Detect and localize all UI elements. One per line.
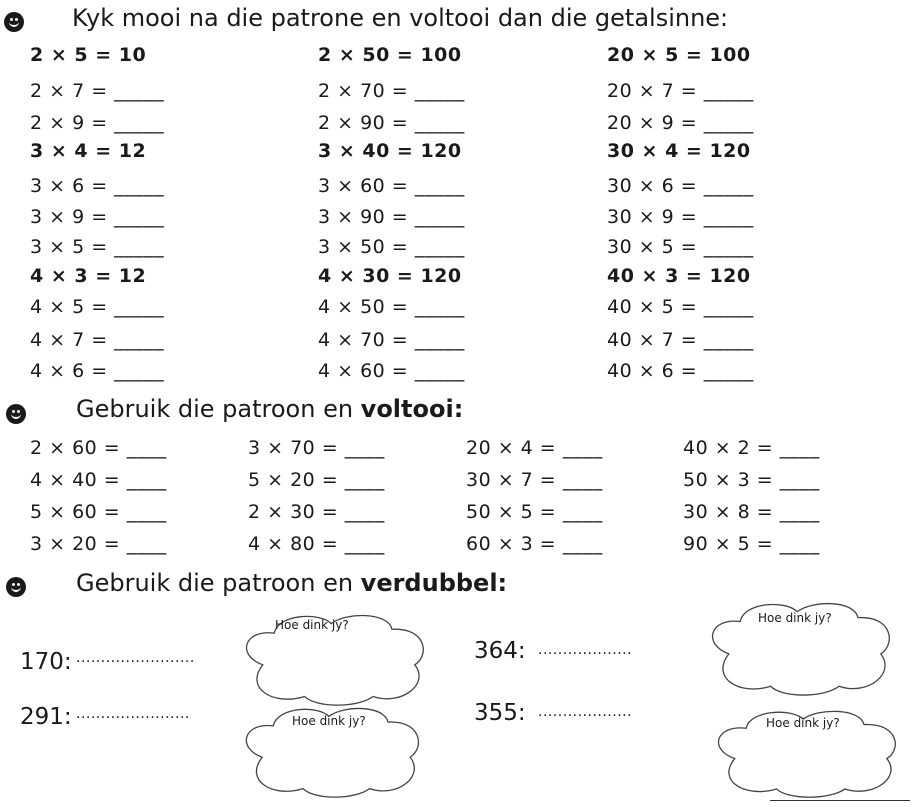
- pattern-equation[interactable]: 2 × 70 = _____: [318, 80, 465, 102]
- practice-equation[interactable]: 5 × 20 = ____: [248, 469, 385, 491]
- pattern-equation: 30 × 4 = 120: [607, 140, 751, 162]
- practice-equation[interactable]: 50 × 3 = ____: [683, 469, 820, 491]
- practice-equation[interactable]: 3 × 70 = ____: [248, 437, 385, 459]
- pattern-equation[interactable]: 3 × 9 = _____: [30, 206, 165, 228]
- practice-equation[interactable]: 4 × 80 = ____: [248, 533, 385, 555]
- pattern-equation: 2 × 5 = 10: [30, 44, 147, 66]
- double-number-170: 170:: [20, 649, 72, 675]
- practice-equation[interactable]: 30 × 7 = ____: [466, 469, 603, 491]
- practice-equation[interactable]: 4 × 40 = ____: [30, 469, 167, 491]
- section-2-instruction-bold: voltooi:: [360, 395, 464, 423]
- pattern-equation[interactable]: 4 × 70 = _____: [318, 329, 465, 351]
- pattern-equation[interactable]: 2 × 90 = _____: [318, 112, 465, 134]
- smiley-bullet-icon: [6, 404, 26, 424]
- pattern-equation: 2 × 50 = 100: [318, 44, 462, 66]
- pattern-equation[interactable]: 30 × 6 = _____: [607, 175, 754, 197]
- practice-equation[interactable]: 90 × 5 = ____: [683, 533, 820, 555]
- double-answer-blank-291[interactable]: .......................: [76, 706, 190, 722]
- pattern-equation[interactable]: 40 × 7 = _____: [607, 329, 754, 351]
- double-number-291: 291:: [20, 704, 72, 730]
- pattern-equation[interactable]: 3 × 90 = _____: [318, 206, 465, 228]
- bottom-rule: [770, 800, 910, 801]
- practice-equation[interactable]: 30 × 8 = ____: [683, 501, 820, 523]
- pattern-equation[interactable]: 3 × 60 = _____: [318, 175, 465, 197]
- cloud-prompt-label: Hoe dink jy?: [275, 618, 349, 632]
- practice-equation[interactable]: 5 × 60 = ____: [30, 501, 167, 523]
- pattern-equation[interactable]: 3 × 5 = _____: [30, 236, 165, 258]
- pattern-equation[interactable]: 20 × 7 = _____: [607, 80, 754, 102]
- pattern-equation: 20 × 5 = 100: [607, 44, 751, 66]
- practice-equation[interactable]: 20 × 4 = ____: [466, 437, 603, 459]
- smiley-bullet-icon: [6, 577, 26, 597]
- pattern-equation[interactable]: 3 × 50 = _____: [318, 236, 465, 258]
- double-answer-blank-170[interactable]: ........................: [76, 650, 195, 666]
- pattern-equation[interactable]: 40 × 6 = _____: [607, 360, 754, 382]
- pattern-equation: 3 × 4 = 12: [30, 140, 147, 162]
- double-answer-blank-355[interactable]: ...................: [538, 704, 633, 720]
- practice-equation[interactable]: 2 × 60 = ____: [30, 437, 167, 459]
- cloud-prompt-label: Hoe dink jy?: [292, 714, 366, 728]
- pattern-equation[interactable]: 30 × 5 = _____: [607, 236, 754, 258]
- section-1-instruction: Kyk mooi na die patrone en voltooi dan die getalsinne:: [72, 4, 729, 32]
- pattern-equation[interactable]: 4 × 7 = _____: [30, 329, 165, 351]
- double-answer-blank-364[interactable]: ...................: [538, 642, 633, 658]
- pattern-equation[interactable]: 20 × 9 = _____: [607, 112, 754, 134]
- practice-equation[interactable]: 2 × 30 = ____: [248, 501, 385, 523]
- practice-equation[interactable]: 40 × 2 = ____: [683, 437, 820, 459]
- pattern-equation: 3 × 40 = 120: [318, 140, 462, 162]
- pattern-equation: 4 × 3 = 12: [30, 265, 147, 287]
- pattern-equation[interactable]: 40 × 5 = _____: [607, 296, 754, 318]
- pattern-equation: 4 × 30 = 120: [318, 265, 462, 287]
- pattern-equation[interactable]: 3 × 6 = _____: [30, 175, 165, 197]
- section-3-instruction-plain: Gebruik die patroon en: [76, 569, 361, 597]
- section-2-instruction-plain: Gebruik die patroon en: [76, 395, 361, 423]
- practice-equation[interactable]: 50 × 5 = ____: [466, 501, 603, 523]
- section-3-instruction: [76, 569, 507, 597]
- section-2-instruction: [76, 395, 463, 423]
- double-number-364: 364:: [474, 638, 526, 664]
- pattern-equation[interactable]: 4 × 50 = _____: [318, 296, 465, 318]
- section-3-instruction-bold: verdubbel:: [360, 569, 508, 597]
- smiley-bullet-icon: [4, 12, 24, 32]
- pattern-equation[interactable]: 4 × 5 = _____: [30, 296, 165, 318]
- pattern-equation[interactable]: 4 × 60 = _____: [318, 360, 465, 382]
- cloud-prompt-label: Hoe dink jy?: [758, 611, 832, 625]
- practice-equation[interactable]: 3 × 20 = ____: [30, 533, 167, 555]
- pattern-equation[interactable]: 2 × 9 = _____: [30, 112, 165, 134]
- double-number-355: 355:: [474, 700, 526, 726]
- pattern-equation[interactable]: 2 × 7 = _____: [30, 80, 165, 102]
- practice-equation[interactable]: 60 × 3 = ____: [466, 533, 603, 555]
- pattern-equation[interactable]: 30 × 9 = _____: [607, 206, 754, 228]
- pattern-equation: 40 × 3 = 120: [607, 265, 751, 287]
- pattern-equation[interactable]: 4 × 6 = _____: [30, 360, 165, 382]
- cloud-prompt-label: Hoe dink jy?: [766, 716, 840, 730]
